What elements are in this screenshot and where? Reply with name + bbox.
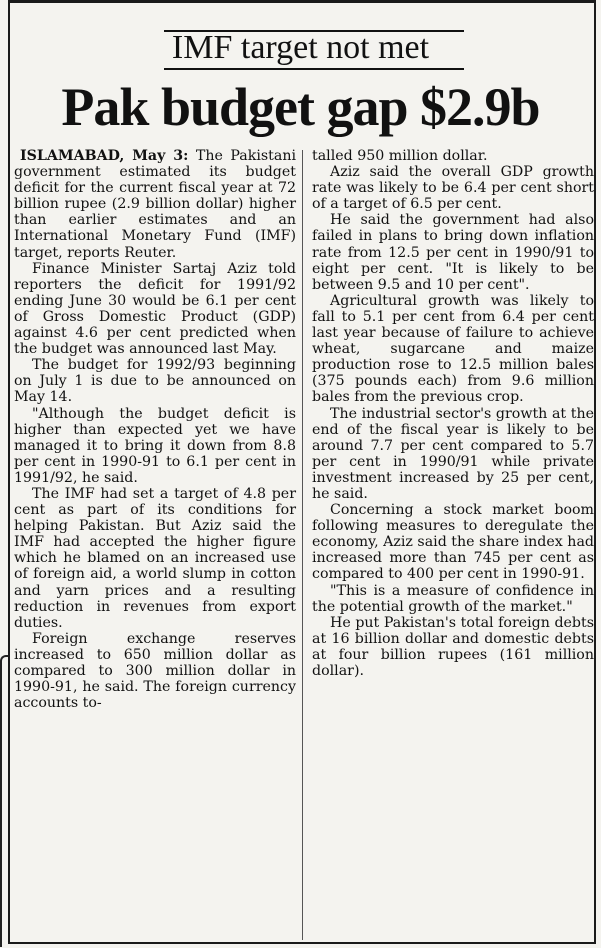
article-paragraph: Concerning a stock market boom following measures to deregulate the economy, Aziz said the share index had increased more than 745 per cent as compared to 400 per cent in 1990-91. — [312, 502, 594, 583]
article-paragraph: Aziz said the overall GDP growth rate was likely to be 6.4 per cent short of a target of 6.5 per cent. — [312, 164, 594, 213]
article-paragraph: Foreign exchange reserves increased to 650 million dollar as compared to 300 million dollar in 1990-91, he said. The foreign currency accounts to- — [14, 630, 296, 712]
dateline: ISLAMABAD, May 3: — [20, 148, 189, 164]
article-paragraph: "This is a measure of confidence in the potential growth of the market." — [312, 582, 594, 615]
article-column-right — [312, 148, 594, 679]
article-paragraph: He put Pakistan's total foreign debts at 16 billion dollar and domestic debts at four billion rupees (161 million dollar). — [312, 614, 594, 679]
article-paragraph: He said the government had also failed in plans to bring down inflation rate from 12.5 per cent in 1990/91 to eight per cent. "It is likely to be between 9.5 and 10 per cent". — [312, 212, 594, 293]
kicker-rule-bottom — [164, 68, 464, 70]
adjacent-clipping-edge — [0, 655, 8, 947]
kicker: IMF target not met — [171, 29, 430, 66]
article-paragraph: Agricultural growth was likely to fall to 5.1 per cent from 6.4 per cent last year because of failure to achieve wheat, sugarcane and maize production rose to 12.5 million bales (375 pounds each) from 9.6 million bales from the previous crop. — [312, 292, 594, 406]
headline: Pak budget gap $2.9b — [61, 77, 540, 137]
column-divider — [302, 150, 303, 940]
article-paragraph: talled 950 million dollar. — [312, 148, 488, 164]
article-paragraph: ISLAMABAD, May 3: The Pakistani government estimated its budget deficit for the current fiscal year at 72 billion rupee (2.9 billion dollar) higher than earlier estimates and an International Monetary Fund (IMF) target, reports Reuter. — [14, 148, 297, 261]
article-paragraph: The industrial sector's growth at the end of the fiscal year is likely to be around 7.7 per cent compared to 5.7 per cent in 1990/91 while private investment increased by 25 per cent, he said. — [312, 405, 594, 502]
article-paragraph: The IMF had set a target of 4.8 per cent as part of its conditions for helping Pakistan. But Aziz said the IMF had accepted the higher figure which he blamed on an increased use of foreign aid, a world slump in cotton and yarn prices and a resulting reduction in revenues from export duties. — [14, 485, 296, 631]
article-paragraph: "Although the budget deficit is higher than expected yet we have managed it to bring it down from 8.8 per cent in 1990-91 to 6.1 per cent in 1991/92, he said. — [14, 405, 296, 486]
article-paragraph: Finance Minister Sartaj Aziz told reporters the deficit for 1991/92 ending June 30 would be 6.1 per cent of Gross Domestic Product (GDP) against 4.6 per cent predicted when the budget was announced last May. — [14, 260, 296, 358]
article-paragraph: The budget for 1992/93 beginning on July 1 is due to be announced on May 14. — [14, 357, 296, 406]
article-column-left — [14, 148, 296, 711]
